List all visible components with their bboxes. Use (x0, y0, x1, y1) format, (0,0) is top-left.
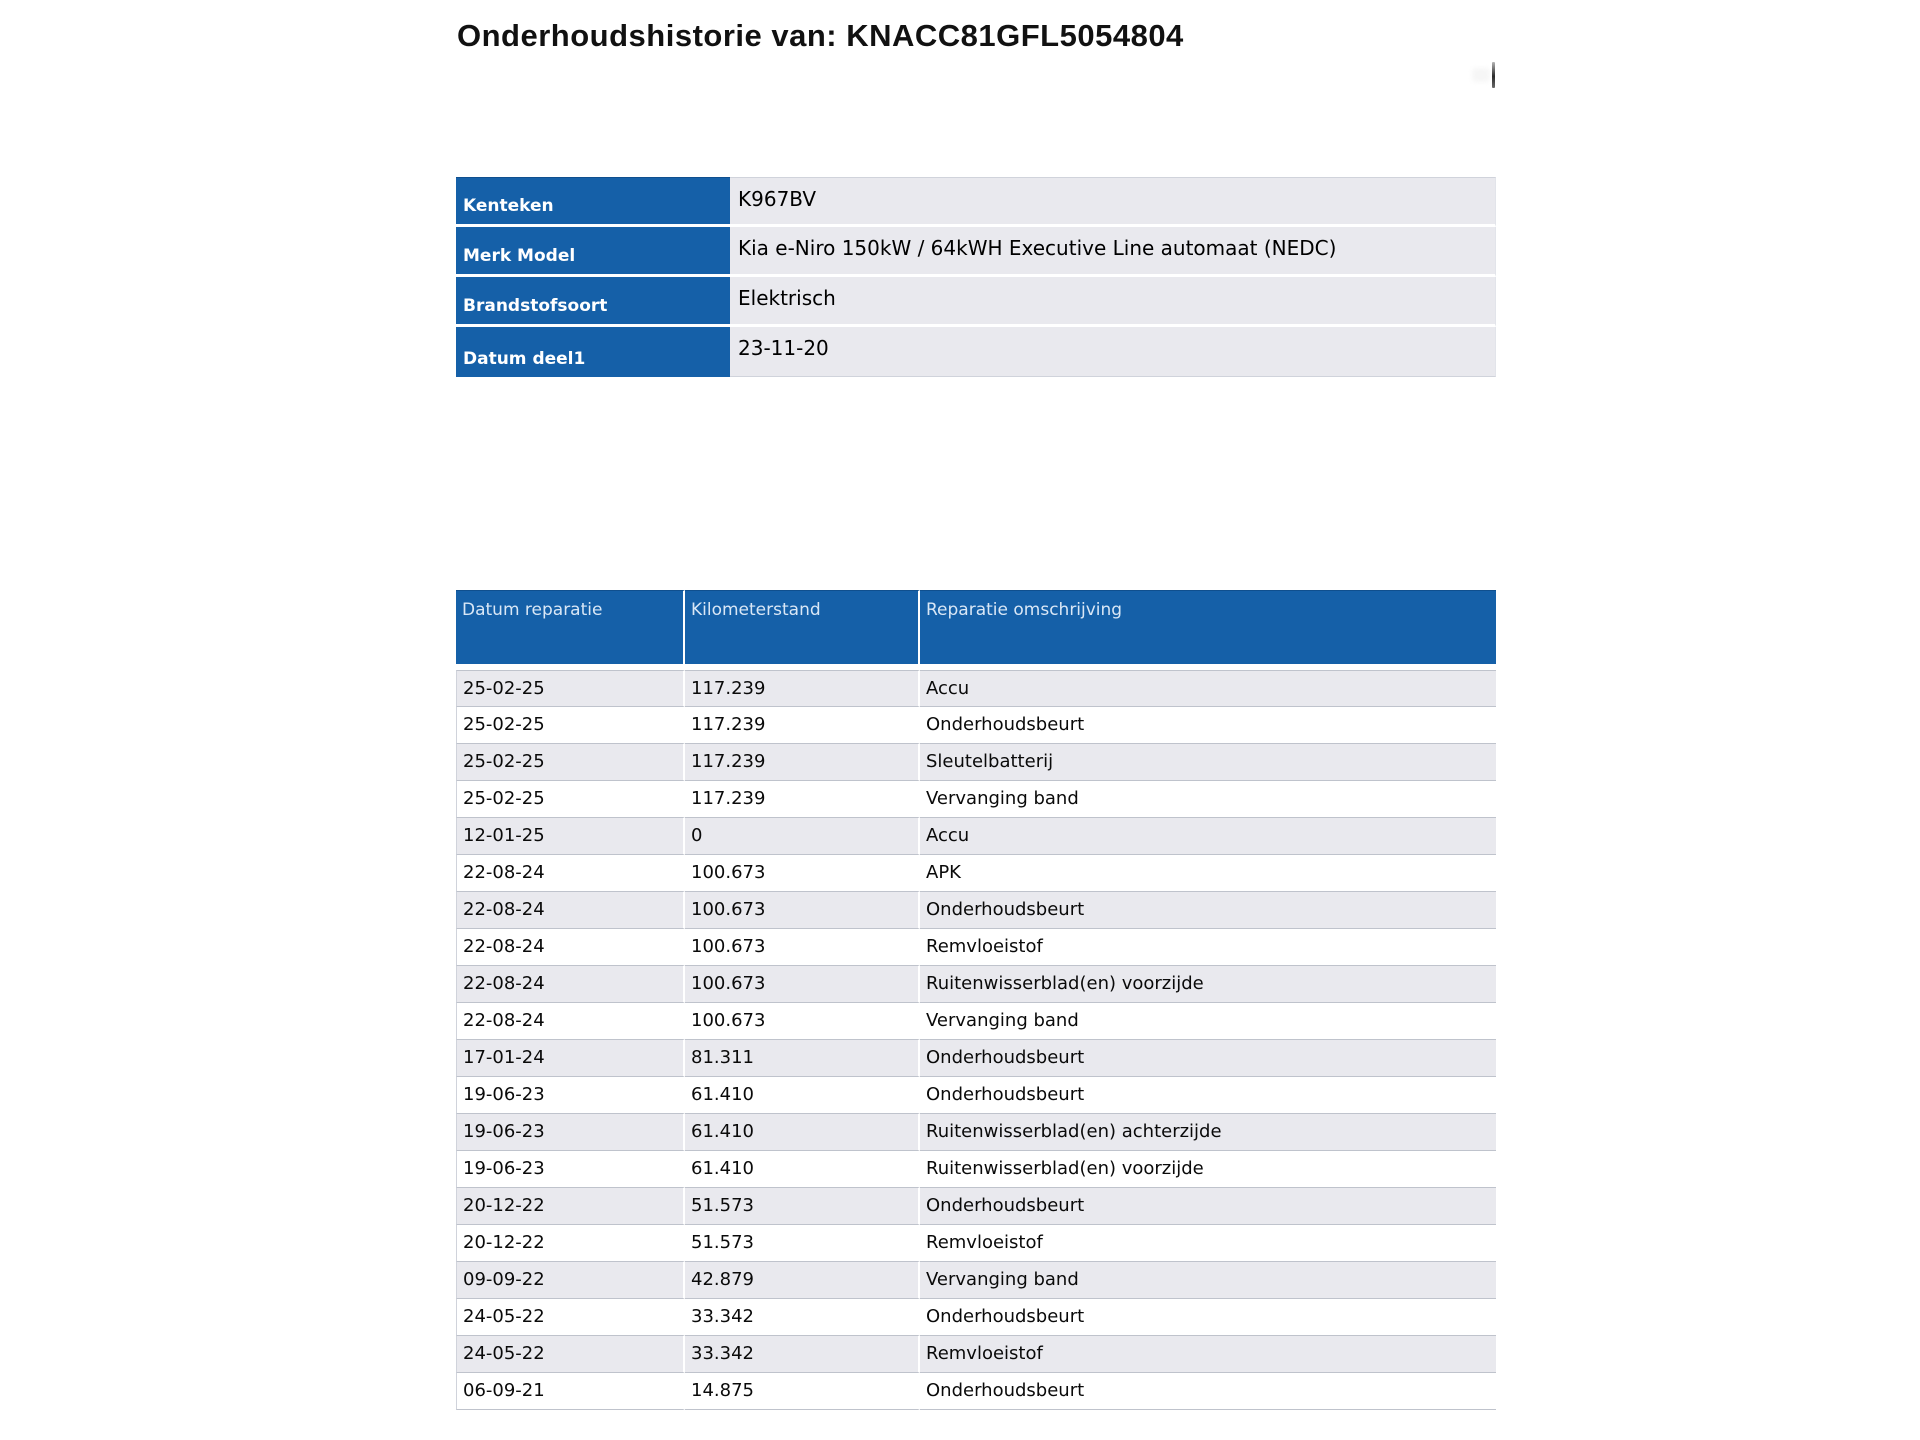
cell-reparatie-omschrijving: Onderhoudsbeurt (920, 707, 1496, 744)
cell-reparatie-omschrijving: Remvloeistof (920, 1336, 1496, 1373)
cell-reparatie-omschrijving: Ruitenwisserblad(en) voorzijde (920, 1151, 1496, 1188)
info-row (456, 277, 1496, 327)
cell-kilometerstand: 100.673 (685, 855, 920, 892)
cell-kilometerstand: 51.573 (685, 1225, 920, 1262)
cell-kilometerstand: 0 (685, 818, 920, 855)
table-row (456, 744, 1496, 781)
cell-reparatie-omschrijving: Vervanging band (920, 1262, 1496, 1299)
table-row (456, 670, 1496, 707)
table-row (456, 1225, 1496, 1262)
table-row (456, 929, 1496, 966)
page-title: Onderhoudshistorie van: KNACC81GFL5054804 (457, 18, 1184, 53)
cell-kilometerstand: 42.879 (685, 1262, 920, 1299)
cell-datum-reparatie: 20-12-22 (456, 1188, 685, 1225)
table-row (456, 1373, 1496, 1410)
info-row (456, 177, 1496, 227)
cell-reparatie-omschrijving: Vervanging band (920, 1003, 1496, 1040)
cell-kilometerstand: 61.410 (685, 1077, 920, 1114)
cell-kilometerstand: 51.573 (685, 1188, 920, 1225)
cell-datum-reparatie: 25-02-25 (456, 670, 685, 707)
info-value: K967BV (730, 177, 1496, 227)
info-label: Merk Model (456, 227, 730, 277)
column-header-kilometerstand: Kilometerstand (685, 590, 920, 670)
cell-datum-reparatie: 22-08-24 (456, 892, 685, 929)
cell-datum-reparatie: 24-05-22 (456, 1299, 685, 1336)
maintenance-history-header (456, 590, 1496, 670)
table-row (456, 1262, 1496, 1299)
cell-datum-reparatie: 25-02-25 (456, 707, 685, 744)
cell-reparatie-omschrijving: Ruitenwisserblad(en) voorzijde (920, 966, 1496, 1003)
cell-reparatie-omschrijving: Onderhoudsbeurt (920, 1077, 1496, 1114)
table-row (456, 781, 1496, 818)
column-header-datum-reparatie: Datum reparatie (456, 590, 685, 670)
cell-reparatie-omschrijving: Onderhoudsbeurt (920, 1040, 1496, 1077)
cell-reparatie-omschrijving: Vervanging band (920, 781, 1496, 818)
cell-datum-reparatie: 17-01-24 (456, 1040, 685, 1077)
cell-kilometerstand: 100.673 (685, 966, 920, 1003)
cell-datum-reparatie: 24-05-22 (456, 1336, 685, 1373)
cell-kilometerstand: 61.410 (685, 1114, 920, 1151)
info-row (456, 327, 1496, 377)
cell-reparatie-omschrijving: Accu (920, 670, 1496, 707)
cell-datum-reparatie: 22-08-24 (456, 855, 685, 892)
maintenance-history-table (456, 590, 1496, 1410)
vehicle-info-table (456, 177, 1496, 377)
cell-kilometerstand: 117.239 (685, 707, 920, 744)
info-value: 23-11-20 (730, 327, 1496, 377)
cell-reparatie-omschrijving: Remvloeistof (920, 1225, 1496, 1262)
cell-kilometerstand: 33.342 (685, 1336, 920, 1373)
cell-reparatie-omschrijving: Sleutelbatterij (920, 744, 1496, 781)
table-row (456, 1003, 1496, 1040)
cell-reparatie-omschrijving: Onderhoudsbeurt (920, 1373, 1496, 1410)
cell-kilometerstand: 61.410 (685, 1151, 920, 1188)
cell-reparatie-omschrijving: Remvloeistof (920, 929, 1496, 966)
cell-datum-reparatie: 19-06-23 (456, 1114, 685, 1151)
cell-datum-reparatie: 19-06-23 (456, 1151, 685, 1188)
cropped-glyph-artifact (1492, 62, 1495, 88)
table-row (456, 1336, 1496, 1373)
cell-kilometerstand: 117.239 (685, 781, 920, 818)
table-row (456, 892, 1496, 929)
cell-datum-reparatie: 06-09-21 (456, 1373, 685, 1410)
info-value: Kia e-Niro 150kW / 64kWH Executive Line automaat (NEDC) (730, 227, 1496, 277)
cell-kilometerstand: 100.673 (685, 929, 920, 966)
maintenance-history-body (456, 670, 1496, 1410)
table-row (456, 1299, 1496, 1336)
cell-reparatie-omschrijving: Onderhoudsbeurt (920, 1299, 1496, 1336)
cell-datum-reparatie: 20-12-22 (456, 1225, 685, 1262)
cell-datum-reparatie: 25-02-25 (456, 744, 685, 781)
cell-kilometerstand: 81.311 (685, 1040, 920, 1077)
column-header-reparatie-omschrijving: Reparatie omschrijving (920, 590, 1496, 670)
info-value: Elektrisch (730, 277, 1496, 327)
table-row (456, 855, 1496, 892)
cell-reparatie-omschrijving: Accu (920, 818, 1496, 855)
info-label: Brandstofsoort (456, 277, 730, 327)
header-row (456, 590, 1496, 670)
cell-datum-reparatie: 22-08-24 (456, 966, 685, 1003)
table-row (456, 966, 1496, 1003)
table-row (456, 1114, 1496, 1151)
table-row (456, 1188, 1496, 1225)
cell-kilometerstand: 33.342 (685, 1299, 920, 1336)
cell-reparatie-omschrijving: APK (920, 855, 1496, 892)
cell-kilometerstand: 14.875 (685, 1373, 920, 1410)
cell-reparatie-omschrijving: Onderhoudsbeurt (920, 892, 1496, 929)
info-label: Kenteken (456, 177, 730, 227)
vehicle-info-body (456, 177, 1496, 377)
info-row (456, 227, 1496, 277)
cell-datum-reparatie: 22-08-24 (456, 1003, 685, 1040)
cell-kilometerstand: 100.673 (685, 892, 920, 929)
cell-kilometerstand: 117.239 (685, 744, 920, 781)
cropped-glyph-smudge (1472, 68, 1490, 82)
info-label: Datum deel1 (456, 327, 730, 377)
cell-datum-reparatie: 22-08-24 (456, 929, 685, 966)
table-row (456, 707, 1496, 744)
table-row (456, 1151, 1496, 1188)
cell-reparatie-omschrijving: Onderhoudsbeurt (920, 1188, 1496, 1225)
cell-reparatie-omschrijving: Ruitenwisserblad(en) achterzijde (920, 1114, 1496, 1151)
cell-kilometerstand: 117.239 (685, 670, 920, 707)
cell-datum-reparatie: 25-02-25 (456, 781, 685, 818)
table-row (456, 1040, 1496, 1077)
cell-datum-reparatie: 19-06-23 (456, 1077, 685, 1114)
table-row (456, 818, 1496, 855)
cell-datum-reparatie: 09-09-22 (456, 1262, 685, 1299)
cell-kilometerstand: 100.673 (685, 1003, 920, 1040)
cell-datum-reparatie: 12-01-25 (456, 818, 685, 855)
table-row (456, 1077, 1496, 1114)
